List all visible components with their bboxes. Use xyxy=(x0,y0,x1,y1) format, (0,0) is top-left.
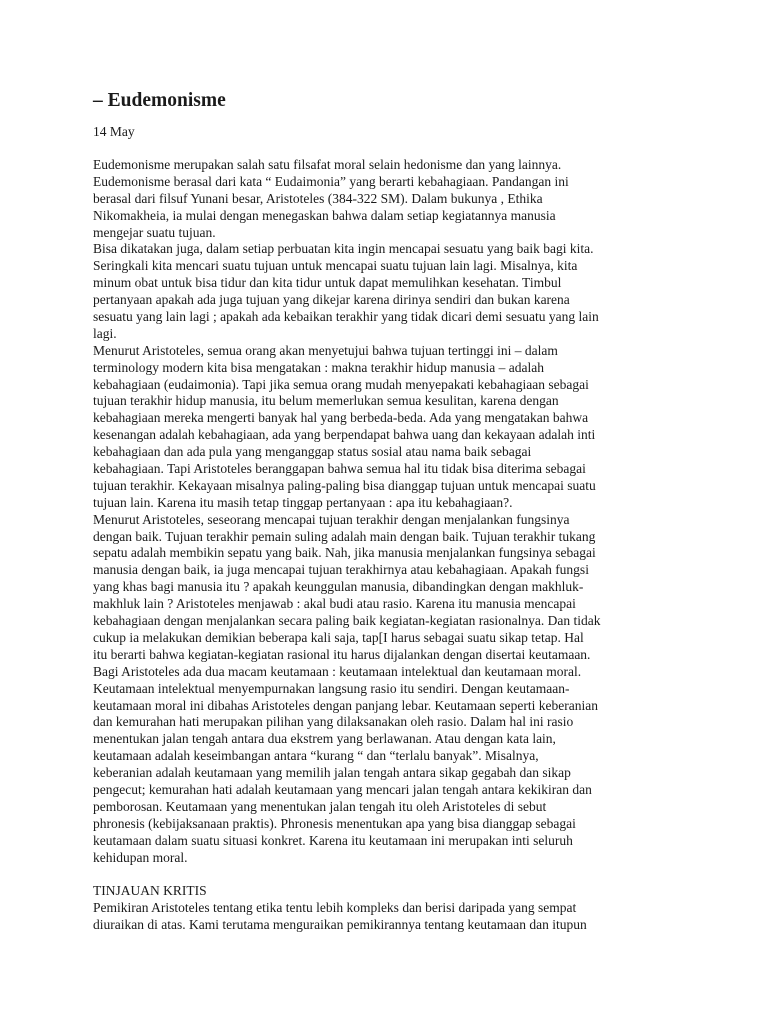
text-line: manusia dengan baik, ia juga mencapai tujuan terakhirnya atau kebahagiaan. Apakah fungsi xyxy=(93,562,589,578)
text-line: kebahagiaan (eudaimonia). Tapi jika semua orang mudah menyepakati kebahagiaan sebagai xyxy=(93,376,589,392)
text-line: dengan baik. Tujuan terakhir pemain suling adalah main dengan baik. Tujuan terakhir tukang xyxy=(93,528,596,544)
text-line: phronesis (kebijaksanaan praktis). Phronesis menentukan apa yang bisa dianggap sebagai xyxy=(93,815,576,831)
text-line: Seringkali kita mencari suatu tujuan untuk mencapai suatu tujuan lain lagi. Misalnya, kita xyxy=(93,258,578,274)
text-line: Eudemonisme berasal dari kata “ Eudaimonia” yang berarti kebahagiaan. Pandangan ini xyxy=(93,173,569,189)
text-line: berasal dari filsuf Yunani besar, Aristoteles (384-322 SM). Dalam bukunya , Ethika xyxy=(93,190,543,206)
text-line: Pemikiran Aristoteles tentang etika tentu lebih kompleks dan berisi daripada yang sempat xyxy=(93,900,577,916)
text-line: minum obat untuk bisa tidur dan kita tidur untuk dapat memulihkan kesehatan. Timbul xyxy=(93,275,562,291)
text-line: kehidupan moral. xyxy=(93,849,188,865)
document-title: – Eudemonisme xyxy=(93,90,226,111)
document-page xyxy=(93,88,693,934)
text-line: terminology modern kita bisa mengatakan : makna terakhir hidup manusia – adalah xyxy=(93,359,544,375)
paragraph-gap xyxy=(93,866,693,883)
text-line: pertanyaan apakah ada juga tujuan yang dikejar karena dirinya sendiri dan bukan karena xyxy=(93,292,570,308)
text-line: Bisa dikatakan juga, dalam setiap perbuatan kita ingin mencapai sesuatu yang baik bagi kita. xyxy=(93,241,594,257)
text-line: sepatu adalah membikin sepatu yang baik. Nah, jika manusia menjalankan fungsinya sebagai xyxy=(93,545,596,561)
text-line: sesuatu yang lain lagi ; apakah ada kebaikan terakhir yang tidak dicari demi sesuatu yang lain xyxy=(93,309,599,325)
text-line: TINJAUAN KRITIS xyxy=(93,883,207,899)
text-line: yang khas bagi manusia itu ? apakah keunggulan manusia, dibandingkan dengan makhluk- xyxy=(93,579,584,595)
text-line: tujuan terakhir hidup manusia, itu belum memerlukan semua kesulitan, karena dengan xyxy=(93,393,559,409)
text-line: mengejar suatu tujuan. xyxy=(93,224,216,240)
text-line: itu berarti bahwa kegiatan-kegiatan rasional itu harus dijalankan dengan disertai keutamaan. xyxy=(93,646,591,662)
text-line: diuraikan di atas. Kami terutama menguraikan pemikirannya tentang keutamaan dan itupun xyxy=(93,917,587,933)
text-line: menentukan jalan tengah antara dua ekstrem yang berlawanan. Atau dengan kata lain, xyxy=(93,731,556,747)
text-line: kebahagiaan mereka mengerti banyak hal yang berbeda-beda. Ada yang mengatakan bahwa xyxy=(93,410,589,426)
text-line: tujuan terakhir. Kekayaan misalnya paling-paling bisa dianggap tujuan untuk mencapai suatu xyxy=(93,477,596,493)
post-date: 14 May xyxy=(93,124,135,139)
text-line: lagi. xyxy=(93,325,117,341)
text-line: Bagi Aristoteles ada dua macam keutamaan : keutamaan intelektual dan keutamaan moral. xyxy=(93,663,582,679)
text-line: keberanian adalah keutamaan yang memilih jalan tengah antara sikap gegabah dan sikap xyxy=(93,765,571,781)
text-line: kebahagiaan dan ada pula yang menganggap status sosial atau nama baik sebagai xyxy=(93,444,532,460)
text-line: pemborosan. Keutamaan yang menentukan jalan tengah itu oleh Aristoteles di sebut xyxy=(93,798,547,814)
text-line: kesenangan adalah kebahagiaan, ada yang berpendapat bahwa uang dan kekayaan adalah inti xyxy=(93,427,596,443)
text-line: kebahagiaan dengan menjalankan secara paling baik kegiatan-kegiatan rasionalnya. Dan tidak xyxy=(93,613,601,629)
text-line: Eudemonisme merupakan salah satu filsafat moral selain hedonisme dan yang lainnya. xyxy=(93,157,562,172)
document-body xyxy=(93,157,693,934)
text-line: dan kemurahan hati merupakan pilihan yang dilaksanakan oleh rasio. Dalam hal ini rasio xyxy=(93,714,574,730)
text-line: keutamaan moral ini dibahas Aristoteles dengan panjang lebar. Keutamaan seperti keberanian xyxy=(93,697,598,713)
text-line: Nikomakheia, ia mulai dengan menegaskan bahwa dalam setiap kegiatannya manusia xyxy=(93,207,556,223)
text-line: Menurut Aristoteles, seseorang mencapai tujuan terakhir dengan menjalankan fungsinya xyxy=(93,511,570,527)
text-line: pengecut; kemurahan hati adalah keutamaan yang mencari jalan tengah antara kekikiran dan xyxy=(93,781,592,797)
text-line: Menurut Aristoteles, semua orang akan menyetujui bahwa tujuan tertinggi ini – dalam xyxy=(93,342,558,358)
text-line: keutamaan adalah keseimbangan antara “kurang “ dan “terlalu banyak”. Misalnya, xyxy=(93,748,539,764)
text-line: kebahagiaan. Tapi Aristoteles beranggapan bahwa semua hal itu tidak bisa diterima sebagai xyxy=(93,461,586,477)
text-line: cukup ia melakukan demikian beberapa kali saja, tap[I harus sebagai suatu sikap tetap. Hal xyxy=(93,629,584,645)
text-line: tujuan lain. Karena itu masih tetap tinggap pertanyaan : apa itu kebahagiaan?. xyxy=(93,494,513,510)
text-line: keutamaan dalam suatu situasi konkret. Karena itu keutamaan ini merupakan inti seluruh xyxy=(93,832,573,848)
text-line: makhluk lain ? Aristoteles menjawab : akal budi atau rasio. Karena itu manusia mencapai xyxy=(93,596,576,612)
text-line: Keutamaan intelektual menyempurnakan langsung rasio itu sendiri. Dengan keutamaan- xyxy=(93,680,570,696)
